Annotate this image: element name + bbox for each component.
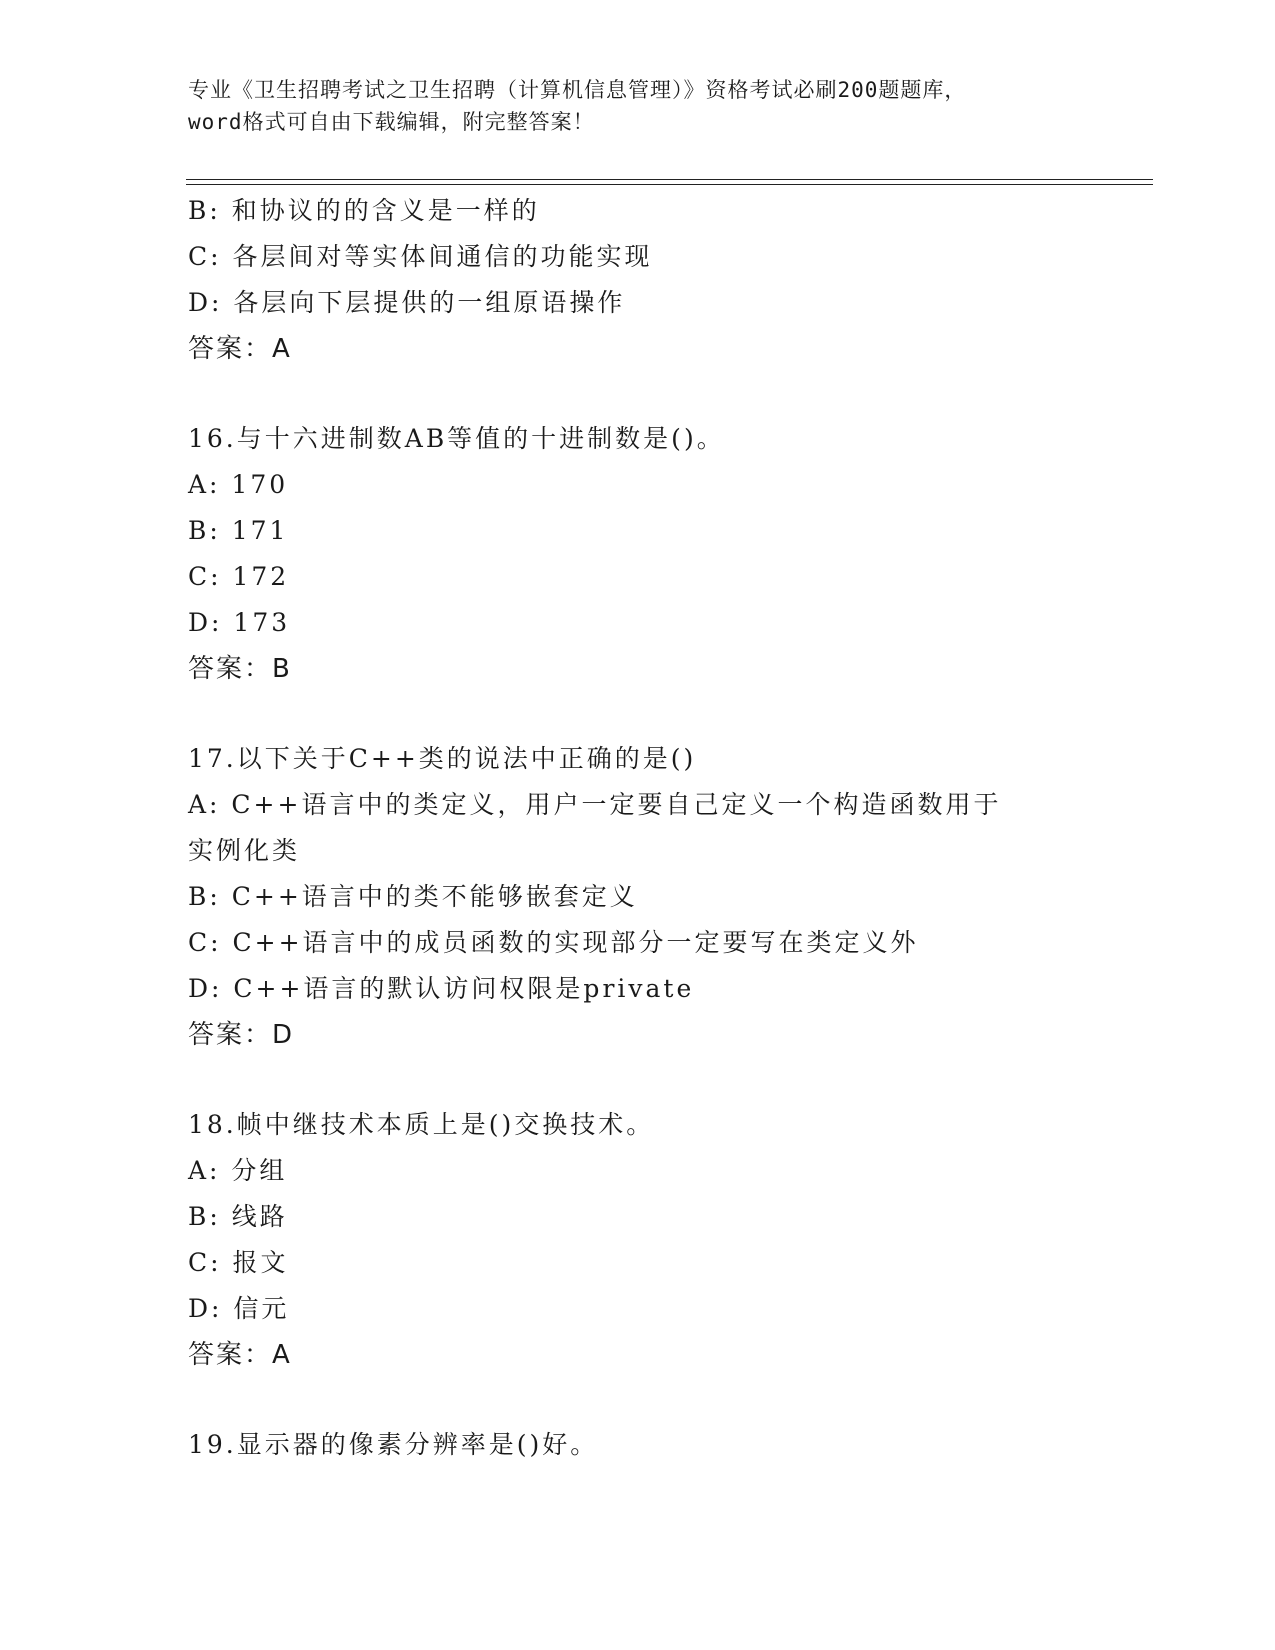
question-block-continued <box>188 188 1088 372</box>
document-header <box>188 74 1088 138</box>
answer-line: 答案：A <box>188 334 292 364</box>
question-19 <box>188 1422 1088 1468</box>
answer-line: 答案：A <box>188 1340 292 1370</box>
option-b: B: 和协议的的含义是一样的 <box>188 196 540 225</box>
option-a: A: 分组 <box>188 1156 288 1185</box>
question-stem: 19.显示器的像素分辨率是()好。 <box>188 1430 599 1459</box>
option-c: C: 各层间对等实体间通信的功能实现 <box>188 242 653 271</box>
answer-line: 答案：B <box>188 654 292 684</box>
option-d: D: 信元 <box>188 1294 290 1323</box>
option-a: A: 170 <box>188 470 289 499</box>
header-divider-bottom <box>186 184 1153 185</box>
option-c: C: 报文 <box>188 1248 289 1277</box>
option-b: B: 171 <box>188 516 289 545</box>
header-line-2: word格式可自由下载编辑，附完整答案！ <box>188 110 595 134</box>
option-d: D: C++语言的默认访问权限是private <box>188 974 695 1003</box>
option-a: A: C++语言中的类定义，用户一定要自己定义一个构造函数用于实例化类 <box>188 790 1002 865</box>
question-17 <box>188 736 1088 1058</box>
option-c: C: C++语言中的成员函数的实现部分一定要写在类定义外 <box>188 928 919 957</box>
option-d: D: 各层向下层提供的一组原语操作 <box>188 288 626 317</box>
header-divider-top <box>186 179 1153 180</box>
question-18 <box>188 1102 1088 1378</box>
option-d: D: 173 <box>188 608 291 637</box>
answer-line: 答案：D <box>188 1020 295 1050</box>
question-list <box>188 188 1088 1468</box>
question-stem: 18.帧中继技术本质上是()交换技术。 <box>188 1110 655 1139</box>
option-b: B: C++语言中的类不能够嵌套定义 <box>188 882 638 911</box>
header-line-1: 专业《卫生招聘考试之卫生招聘（计算机信息管理）》资格考试必刷200题题库， <box>188 78 967 102</box>
question-stem: 16.与十六进制数AB等值的十进制数是()。 <box>188 424 725 453</box>
option-b: B: 线路 <box>188 1202 288 1231</box>
option-c: C: 172 <box>188 562 290 591</box>
question-stem: 17.以下关于C++类的说法中正确的是() <box>188 744 697 773</box>
question-16 <box>188 416 1088 692</box>
